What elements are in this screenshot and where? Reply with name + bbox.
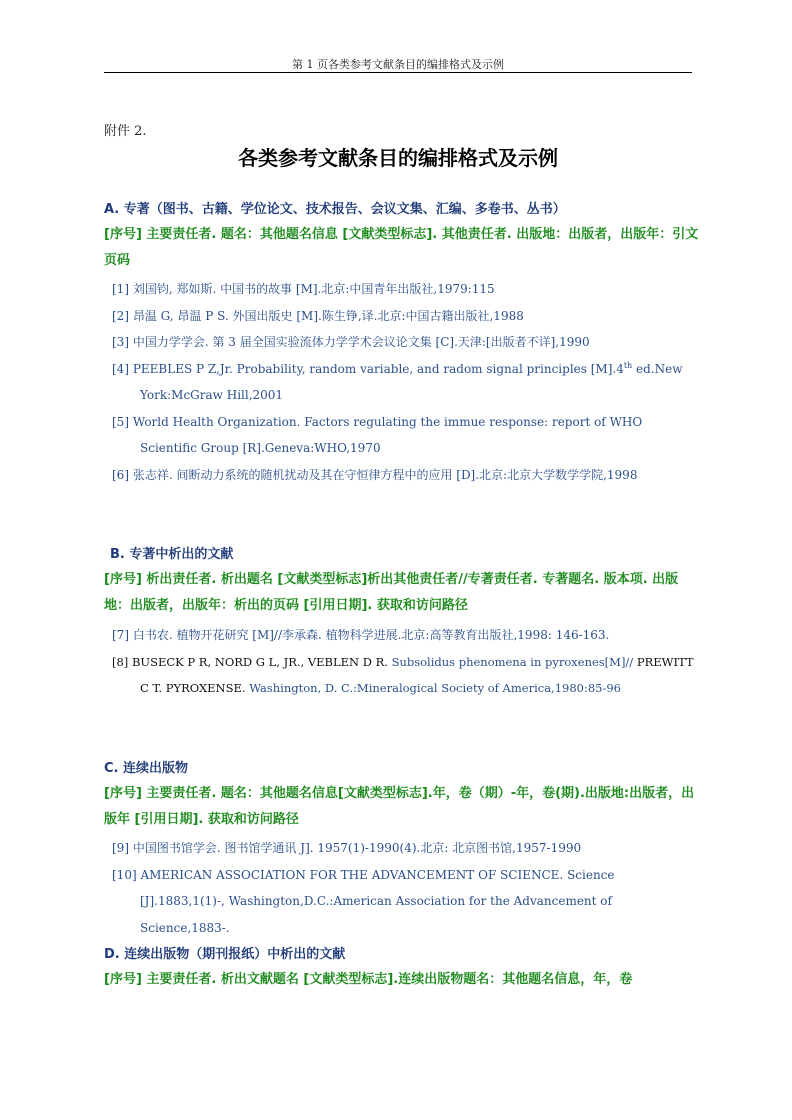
section-b (104, 543, 704, 619)
section-c (104, 757, 704, 833)
reference-item: [3] 中国力学学会. 第 3 届全国实验流体力学学术会议论文集 [C].天津:[出版者不详],1990 (112, 335, 590, 349)
section-a-format: [序号] 主要责任者. 题名：其他题名信息 [文献类型标志]. 其他责任者. 出版地：出版者，出版年：引文页码 (104, 227, 699, 268)
reference-8-authors: [8] BUSECK P R, NORD G L, JR., VEBLEN D R. (112, 654, 388, 669)
reference-8-title: Subsolidus phenomena in pyroxenes[M]// (387, 654, 634, 669)
reference-item: [6] 张志祥. 间断动力系统的随机扰动及其在守恒律方程中的应用 [D].北京:北京大学数学学院,1998 (112, 467, 638, 482)
section-a-heading: A. 专著（图书、古籍、学位论文、技术报告、会议文集、汇编、多卷书、丛书） (104, 202, 566, 217)
attachment-label: 附件 2. (104, 124, 147, 139)
reference-8-editor: PREWITT C T. PYROXENSE. (140, 654, 694, 695)
section-d-heading: D. 连续出版物（期刊报纸）中析出的文献 (104, 947, 346, 962)
reference-item (112, 356, 702, 409)
reference-item: [10] AMERICAN ASSOCIATION FOR THE ADVANCEMENT OF SCIENCE. Science [J].1883,1(1)-, Washington,D.C.:American Association for the Advancement of Science,1883-. (112, 867, 615, 935)
section-c-heading: C. 连续出版物 (104, 761, 189, 776)
reference-4-main: [4] PEEBLES P Z,Jr. Probability, random variable, and radom signal principles [M].4 (112, 361, 624, 376)
section-d (104, 943, 704, 993)
section-a (104, 198, 704, 274)
reference-item: [1] 刘国钧, 郑如斯. 中国书的故事 [M].北京:中国青年出版社,1979:115 (112, 282, 495, 296)
reference-8-publisher: Washington, D. C.:Mineralogical Society of America,1980:85-96 (245, 681, 621, 695)
reference-item: [5] World Health Organization. Factors regulating the immue response: report of WHO Scientific Group [R].Geneva:WHO,1970 (112, 414, 643, 455)
reference-item: [2] 昂温 G, 昂温 P S. 外国出版史 [M].陈生铮,译.北京:中国古籍出版社,1988 (112, 308, 524, 323)
reference-item: [9] 中国图书馆学会. 图书馆学通讯 J]. 1957(1)-1990(4).北京: 北京图书馆,1957-1990 (112, 841, 582, 855)
section-a-references (112, 276, 702, 488)
section-d-format: [序号] 主要责任者. 析出文献题名 [文献类型标志].连续出版物题名：其他题名信息，年，卷 (104, 972, 633, 987)
reference-item: [7] 白书农. 植物开花研究 [M]//李承森. 植物科学进展.北京:高等教育出版社,1998: 146-163. (112, 628, 610, 642)
reference-item (112, 649, 702, 702)
reference-4-tail: ed.New York:McGraw Hill,2001 (140, 361, 683, 402)
reference-4-superscript: th (623, 360, 633, 370)
section-c-references (112, 835, 702, 941)
page-title: 各类参考文献条目的编排格式及示例 (238, 146, 558, 170)
page-header: 第 1 页各类参考文献条目的编排格式及示例 (292, 58, 504, 71)
section-b-heading: B. 专著中析出的文献 (110, 547, 234, 562)
section-b-format: [序号] 析出责任者. 析出题名 [文献类型标志]析出其他责任者//专著责任者. 专著题名. 版本项. 出版地：出版者，出版年：析出的页码 [引用日期]. 获取和访问路径 (104, 572, 679, 613)
header-rule (104, 72, 692, 73)
section-c-format: [序号] 主要责任者. 题名：其他题名信息[文献类型标志].年，卷（期）-年，卷(期).出版地:出版者，出版年 [引用日期]. 获取和访问路径 (104, 786, 695, 827)
section-b-references (112, 622, 702, 702)
